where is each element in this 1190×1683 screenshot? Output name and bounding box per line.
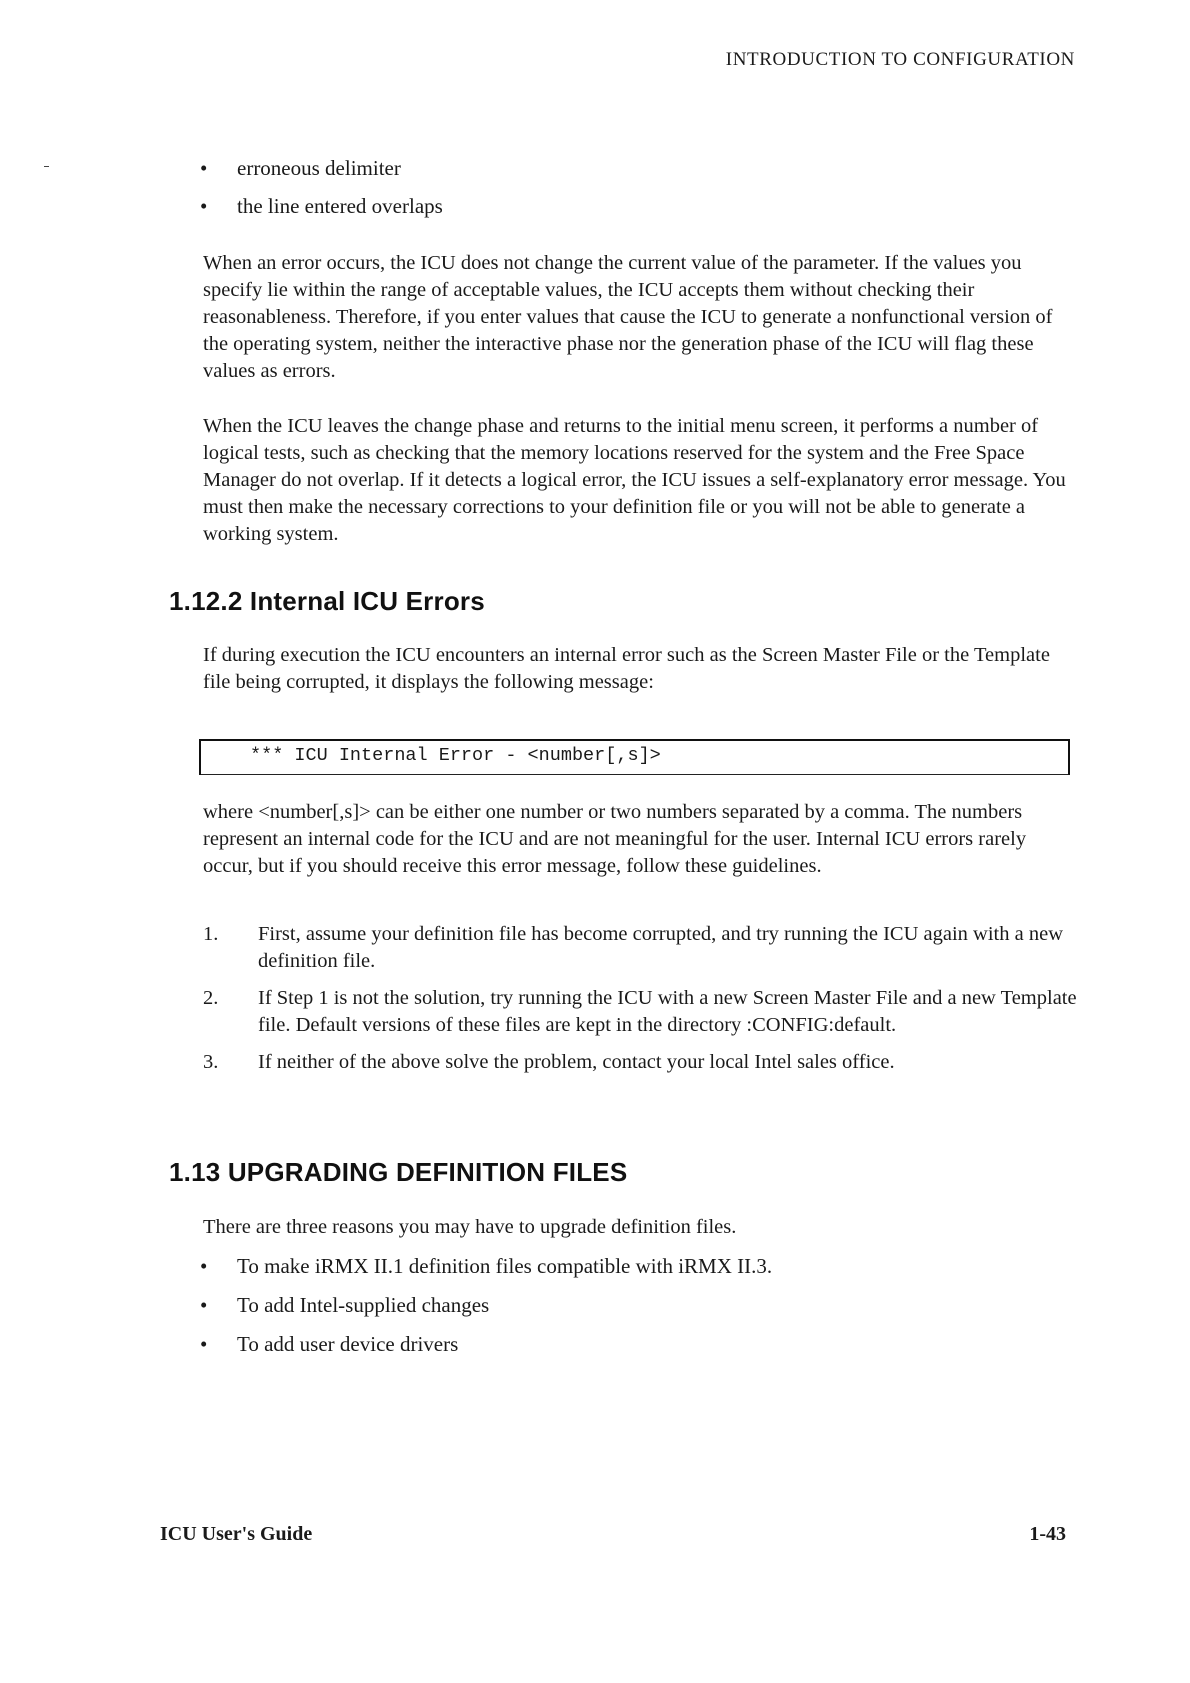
list-item bbox=[203, 921, 1083, 975]
step-text: If Step 1 is not the solution, try running the ICU with a new Screen Master File and a new Template file. Default versions of these files are kept in the directory :CONFIG:default. bbox=[258, 987, 1077, 1036]
step-number: 1. bbox=[203, 923, 219, 945]
list-item: • To add user device drivers bbox=[200, 1332, 772, 1357]
footer-page-number: 1-43 bbox=[1029, 1523, 1066, 1545]
paragraph-internal-intro: If during execution the ICU encounters an internal error such as the Screen Master File or the Template file being corrupted, it displays the following message: bbox=[203, 644, 1050, 693]
list-item: • the line entered overlaps bbox=[200, 194, 443, 219]
running-header: INTRODUCTION TO CONFIGURATION bbox=[725, 49, 1075, 70]
list-item: • To add Intel-supplied changes bbox=[200, 1293, 772, 1318]
top-bullet-list bbox=[200, 156, 443, 219]
guideline-steps bbox=[203, 921, 1083, 1086]
paragraph-upgrade-intro: There are three reasons you may have to upgrade definition files. bbox=[203, 1216, 737, 1238]
paragraph-number-explanation: where <number[,s]> can be either one number or two numbers separated by a comma. The numbers represent an internal code for the ICU and are not meaningful for the user. Internal ICU errors rarely occur, but if you should receive this error message, follow these guidelines. bbox=[203, 801, 1027, 877]
step-number: 2. bbox=[203, 987, 219, 1009]
paragraph-error-handling: When an error occurs, the ICU does not change the current value of the parameter. If the values you specify lie within the range of acceptable values, the ICU accepts them without checking their reasonableness. Therefore, if you enter values that cause the ICU to generate a nonfunctional version of the operating system, neither the interactive phase nor the generation phase of the ICU will flag these values as errors. bbox=[203, 252, 1053, 382]
code-box bbox=[199, 739, 1070, 775]
list-item: • To make iRMX II.1 definition files compatible with iRMX II.3. bbox=[200, 1254, 772, 1279]
error-message-code: *** ICU Internal Error - <number[,s]> bbox=[250, 745, 661, 766]
section-heading-upgrading: 1.13 UPGRADING DEFINITION FILES bbox=[169, 1157, 628, 1187]
step-text: First, assume your definition file has become corrupted, and try running the ICU again with a new definition file. bbox=[258, 923, 1063, 972]
step-text: If neither of the above solve the problem, contact your local Intel sales office. bbox=[258, 1051, 895, 1073]
section-heading-internal-errors: 1.12.2 Internal ICU Errors bbox=[169, 586, 485, 616]
step-number: 3. bbox=[203, 1051, 219, 1073]
footer-guide-title: ICU User's Guide bbox=[160, 1523, 313, 1545]
upgrade-reasons-list bbox=[200, 1254, 772, 1357]
paragraph-logical-tests: When the ICU leaves the change phase and returns to the initial menu screen, it performs a number of logical tests, such as checking that the memory locations reserved for the system and the Free Space Manager do not overlap. If it detects a logical error, the ICU issues a self-explanatory error message. You must then make the necessary corrections to your definition file or you will not be able to generate a working system. bbox=[203, 415, 1066, 545]
scan-mark bbox=[44, 166, 49, 167]
list-item bbox=[203, 985, 1083, 1039]
list-item bbox=[203, 1049, 1083, 1076]
list-item: • erroneous delimiter bbox=[200, 156, 443, 181]
